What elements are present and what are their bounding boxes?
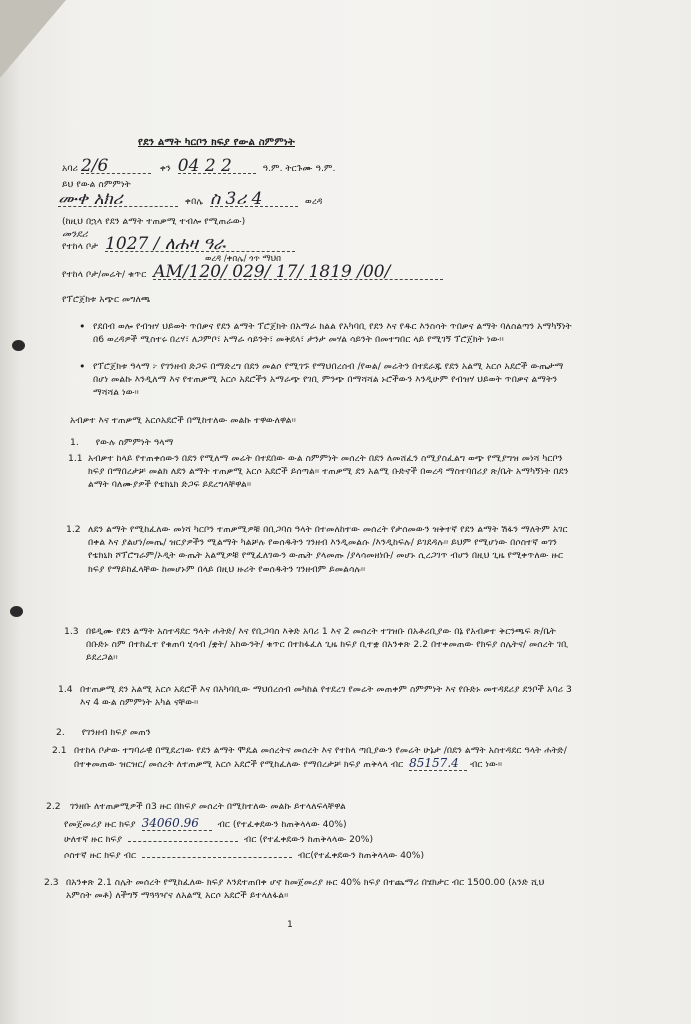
clause-text: በዩዲሙ የደን ልማት አስተዳደር ዓላት ሐትድ/ እና የቢጋባስ እቅድ አባሪ 1 እና 2 መሰረት ተገዝቡ በአቶሪቢያው በኔ የአብቃተ ቅርንጫፍ ጽ/ቤት በቡድኑ ስም በተከፈተ የቁጠባ ሂሳብ /ቋት/ አከውንት/ ቁጥር በተከፋፈለ ጊዜ ክፍያ ቢተቋ በአንቀጽ 2.2 በተቀመጠው የክፍያ ስሌትና/ መሰረት ገቢ ይደረጋል፡፡ bbox=[86, 626, 569, 664]
date-suffix: ዓ.ም. ትርጉሙ ዓ.ም. bbox=[262, 163, 336, 174]
contract-number-value: 2/6 bbox=[81, 160, 151, 174]
project-summary-heading: የፕሮጀክቱ አጭር መግለጫ bbox=[62, 294, 151, 305]
section-1-heading bbox=[70, 436, 173, 449]
intro-line: አብቃተ እና ተጠቃሚ አርሶአደሮች በሚከተለው መልኩ ተዋውለዋል፡፡ bbox=[70, 415, 296, 426]
clause-text: ገንዘቡ ለተጠቃሚዎች በ3 ዙር በክፍያ መሰረት በሚከተለው መልኩ ይተላለፍላቸዋል bbox=[70, 801, 346, 812]
date-value: 04 2 2 bbox=[178, 160, 256, 174]
payment-row bbox=[64, 817, 347, 831]
section-title: የውሉ ስምምነት ዓላማ bbox=[95, 437, 174, 448]
section-2-heading bbox=[56, 726, 151, 739]
document-title: የደን ልማት ካርቦን ክፍያ የውል ስምምነት bbox=[138, 137, 295, 148]
total-amount: 85157.4 bbox=[409, 757, 467, 771]
clause-text bbox=[74, 744, 574, 771]
payment-amount bbox=[128, 841, 238, 842]
registration-label: የተከላ ቦታ/መሬት/ ቁጥር bbox=[62, 269, 147, 280]
payment-amount bbox=[142, 857, 292, 858]
kebele-label: ቀበሌ bbox=[184, 196, 204, 207]
section-number: 1. bbox=[70, 437, 79, 448]
bullet-item: • የደበብ ወሎ የብዝሃ ህይወት ጥበቃና የደን ልማት ፕሮጀክት በአማራ ክልል የአካባቢ የደን እና የዱር እንስሳት ጥበቃና ልማት ባለስልጣን አማካኝነት በ6 ወረዳዎች ሚስተሩ በረሃ፣ ለጋምቦ፣ አማራ ሳይንት፣ መቅደላ፣ ታንታ መሃል ሳይንት በመተግበር ላይ የሚገኝ ፕሮጀክት ነው፡፡ bbox=[93, 320, 578, 346]
clause-number: 1.2 bbox=[66, 524, 81, 535]
payment-note: ብር (የተፈቀደውን ከጠቅላላው 40%) bbox=[217, 819, 347, 830]
clause-number: 2.1 bbox=[52, 745, 67, 756]
contract-number-row bbox=[62, 156, 336, 176]
punch-hole bbox=[12, 340, 25, 351]
clause-text: ለደን ልማት የሚከፈለው መነሻ ካርቦን ተጠቃሚዎቹ በቢጋባስ ዓላት በተመለከተው መሰረት የታሰመውን ዝቅተኛ የደን ልማት ሽፋን ማለትም አገር በቀል እና ያልሆነ/መጤ/ ዝርያዎችን ሚልማት ካልቻሉ የወሰዱትን ገንዘብ እንዲመልሱ /እንዲከፍሉ/ ይገደዳሉ፡፡ ይህም የሚሆነው በሶስተኛ ወገን የቴክኒክ ሾፕሮግራም/ኦዲት ውጤት አልሚዎቹ የሚፈለገውን ውጤት ያላመጡ /ያላሳመዘነቡ/ መሆኑ ሲረጋገጥ ብሆን በዚህ ጊዜ የሚቀጥለው ዙር ክፍያ የማይከፈላቸው ከመሆኑም በላይ በዚህ ዙሪት የወሰዱትን ገንዘብም ይመልሳሉ፡፡ bbox=[88, 524, 568, 575]
clause-number: 2.3 bbox=[44, 877, 59, 888]
clause-number: 2.2 bbox=[46, 801, 61, 812]
bullet-item: • የፕሮጀክቱ ዓላማ ፦ የገንዘብ ድጋፍ በማድረግ በደን መልሶ የሚገኙ የማህበረሰብ /የወል/ መሬትን በተደራጁ የደን አልሚ አርሶ አደሮች ውጤታማ በሆነ መልኩ እንዲለማ እና የተጠቃሚ አርሶ አደሮችን አማራጭ የገቢ ምንጭ በማሻሻል ኑሮችውን እንዲሁም የብዝሃ ህይወት ጥበቃና ልማትን ማሻሻል ነው፡፡ bbox=[93, 360, 578, 400]
payment-row bbox=[64, 849, 424, 862]
registration-value: AM/120/ 029/ 17/ 1819 /00/ bbox=[153, 266, 443, 280]
payment-note: ብር (የተፈቀደውን ከጠቅላላው 20%) bbox=[244, 834, 374, 845]
site-suffix: ወረዳ /ቀበሌ/ ጎጥ ማህበ bbox=[205, 254, 281, 264]
date-prefix: ቀን bbox=[159, 163, 171, 174]
section-title: የገንዘብ ክፍያ መጠን bbox=[81, 727, 151, 738]
site-value: 1027 / ለሐዛ ዓራ bbox=[105, 238, 295, 252]
clause-text: አብቃተ ከላይ የተጠቀሰውን በደን የሚለማ መሬት በተደበው ውል ስምምነት መሰረት በደን ለመሸፈን ስሚያስፈልግ ወጭ የሚያግዝ መነሻ ካርቦን ክፍያ በማበረታቻ መልክ ለደን ልማት ተጠቃሚ አርሶ አደሮች ይሰጣል፡፡ ተጠቃሚ ደን አልሚ ቡድኖች በወረዳ ማስተባበሪያ ጽ/ቤት አማካኝነት በደን ልማት ባለሙያዎች የቴክኒክ ድጋፍ ይደረግላቸዋል፡፡ bbox=[88, 453, 569, 491]
clause-2-1-tail: ብር ነው፡፡ bbox=[470, 759, 503, 771]
payment-note: ብር(የተፈቀደውን ከጠቅላላው 40%) bbox=[297, 850, 425, 861]
section-number: 2. bbox=[56, 727, 65, 738]
beneficiary-note: (ከዚህ በኋላ የደን ልማት ተጠቃሚ ተብሎ የሚጠራው) bbox=[62, 216, 246, 227]
contract-number-label: አባሪ bbox=[62, 163, 79, 174]
punch-hole bbox=[10, 606, 23, 617]
payment-label: ሁለተኛ ዙር ክፍያ bbox=[64, 834, 123, 845]
contract-intro: ይህ የውል ስምምነት bbox=[62, 179, 131, 190]
handwritten-note: መንደሪ bbox=[62, 229, 88, 240]
woreda-label: ወረዳ bbox=[305, 196, 323, 207]
registration-row bbox=[62, 262, 443, 282]
clause-number: 1.4 bbox=[58, 684, 73, 695]
beneficiary-name: ሙቀ አክሪ bbox=[58, 193, 178, 207]
name-row bbox=[58, 189, 323, 209]
clause-number: 1.1 bbox=[68, 453, 83, 464]
clause-text: በአንቀጽ 2.1 ስሌት መሰረት የሚከፈለው ክፍያ እንደተጠበቀ ሆኖ ከመጀመሪያ ዙር 40% ክፍያ በተጨማሪ በሄክታር ብር 1500.00 (አንድ ሺህ አምስት መቶ) ለችግኝ ማጓጓዣና ለአልሚ አርሶ አደሮች ይተላለፋል፡፡ bbox=[66, 877, 545, 902]
payment-label: የመጀመሪያ ዙር ክፍያ bbox=[64, 819, 136, 830]
clause-text: በተጠቃሚ ደን አልሚ አርሶ አደሮች እና በአካባቢው ማህበረሰብ መካከል የተደረገ የመሬት መጠቀም ስምምነት እና የቡድኑ መተዳደሪያ ደንቦች አባሪ 3 እና 4 ውል ስምምነት አካል ናቸው፡፡ bbox=[80, 684, 572, 709]
payment-amount: 34060.96 bbox=[142, 817, 212, 831]
payment-label: ሶስተኛ ዙር ክፍያ ብር bbox=[64, 850, 137, 861]
payment-row bbox=[64, 833, 373, 846]
clause-number: 1.3 bbox=[64, 626, 79, 637]
clause-2-1-text: በተከላ ቦታው ተግባራዊ በሚደረገው የደን ልማት ሞዴል መሰረትና መሰረት እና የተከላ ጣቢያውን የመሬት ሁኔታ /በደን ልማት አስተዳደር ዓላት ሐትድ/ በተቀመጠው ዝርዝር/ መሰረት ለተጠቃሚ አርሶ አደሮች የሚከፈለው የማበረታቻ ክፍያ ጠቅላላ ብር bbox=[74, 745, 567, 771]
site-label: የተከላ ቦታ bbox=[62, 241, 99, 252]
page-number: 1 bbox=[287, 919, 293, 930]
place-value: ስ 3ሪ 4 bbox=[210, 193, 298, 207]
